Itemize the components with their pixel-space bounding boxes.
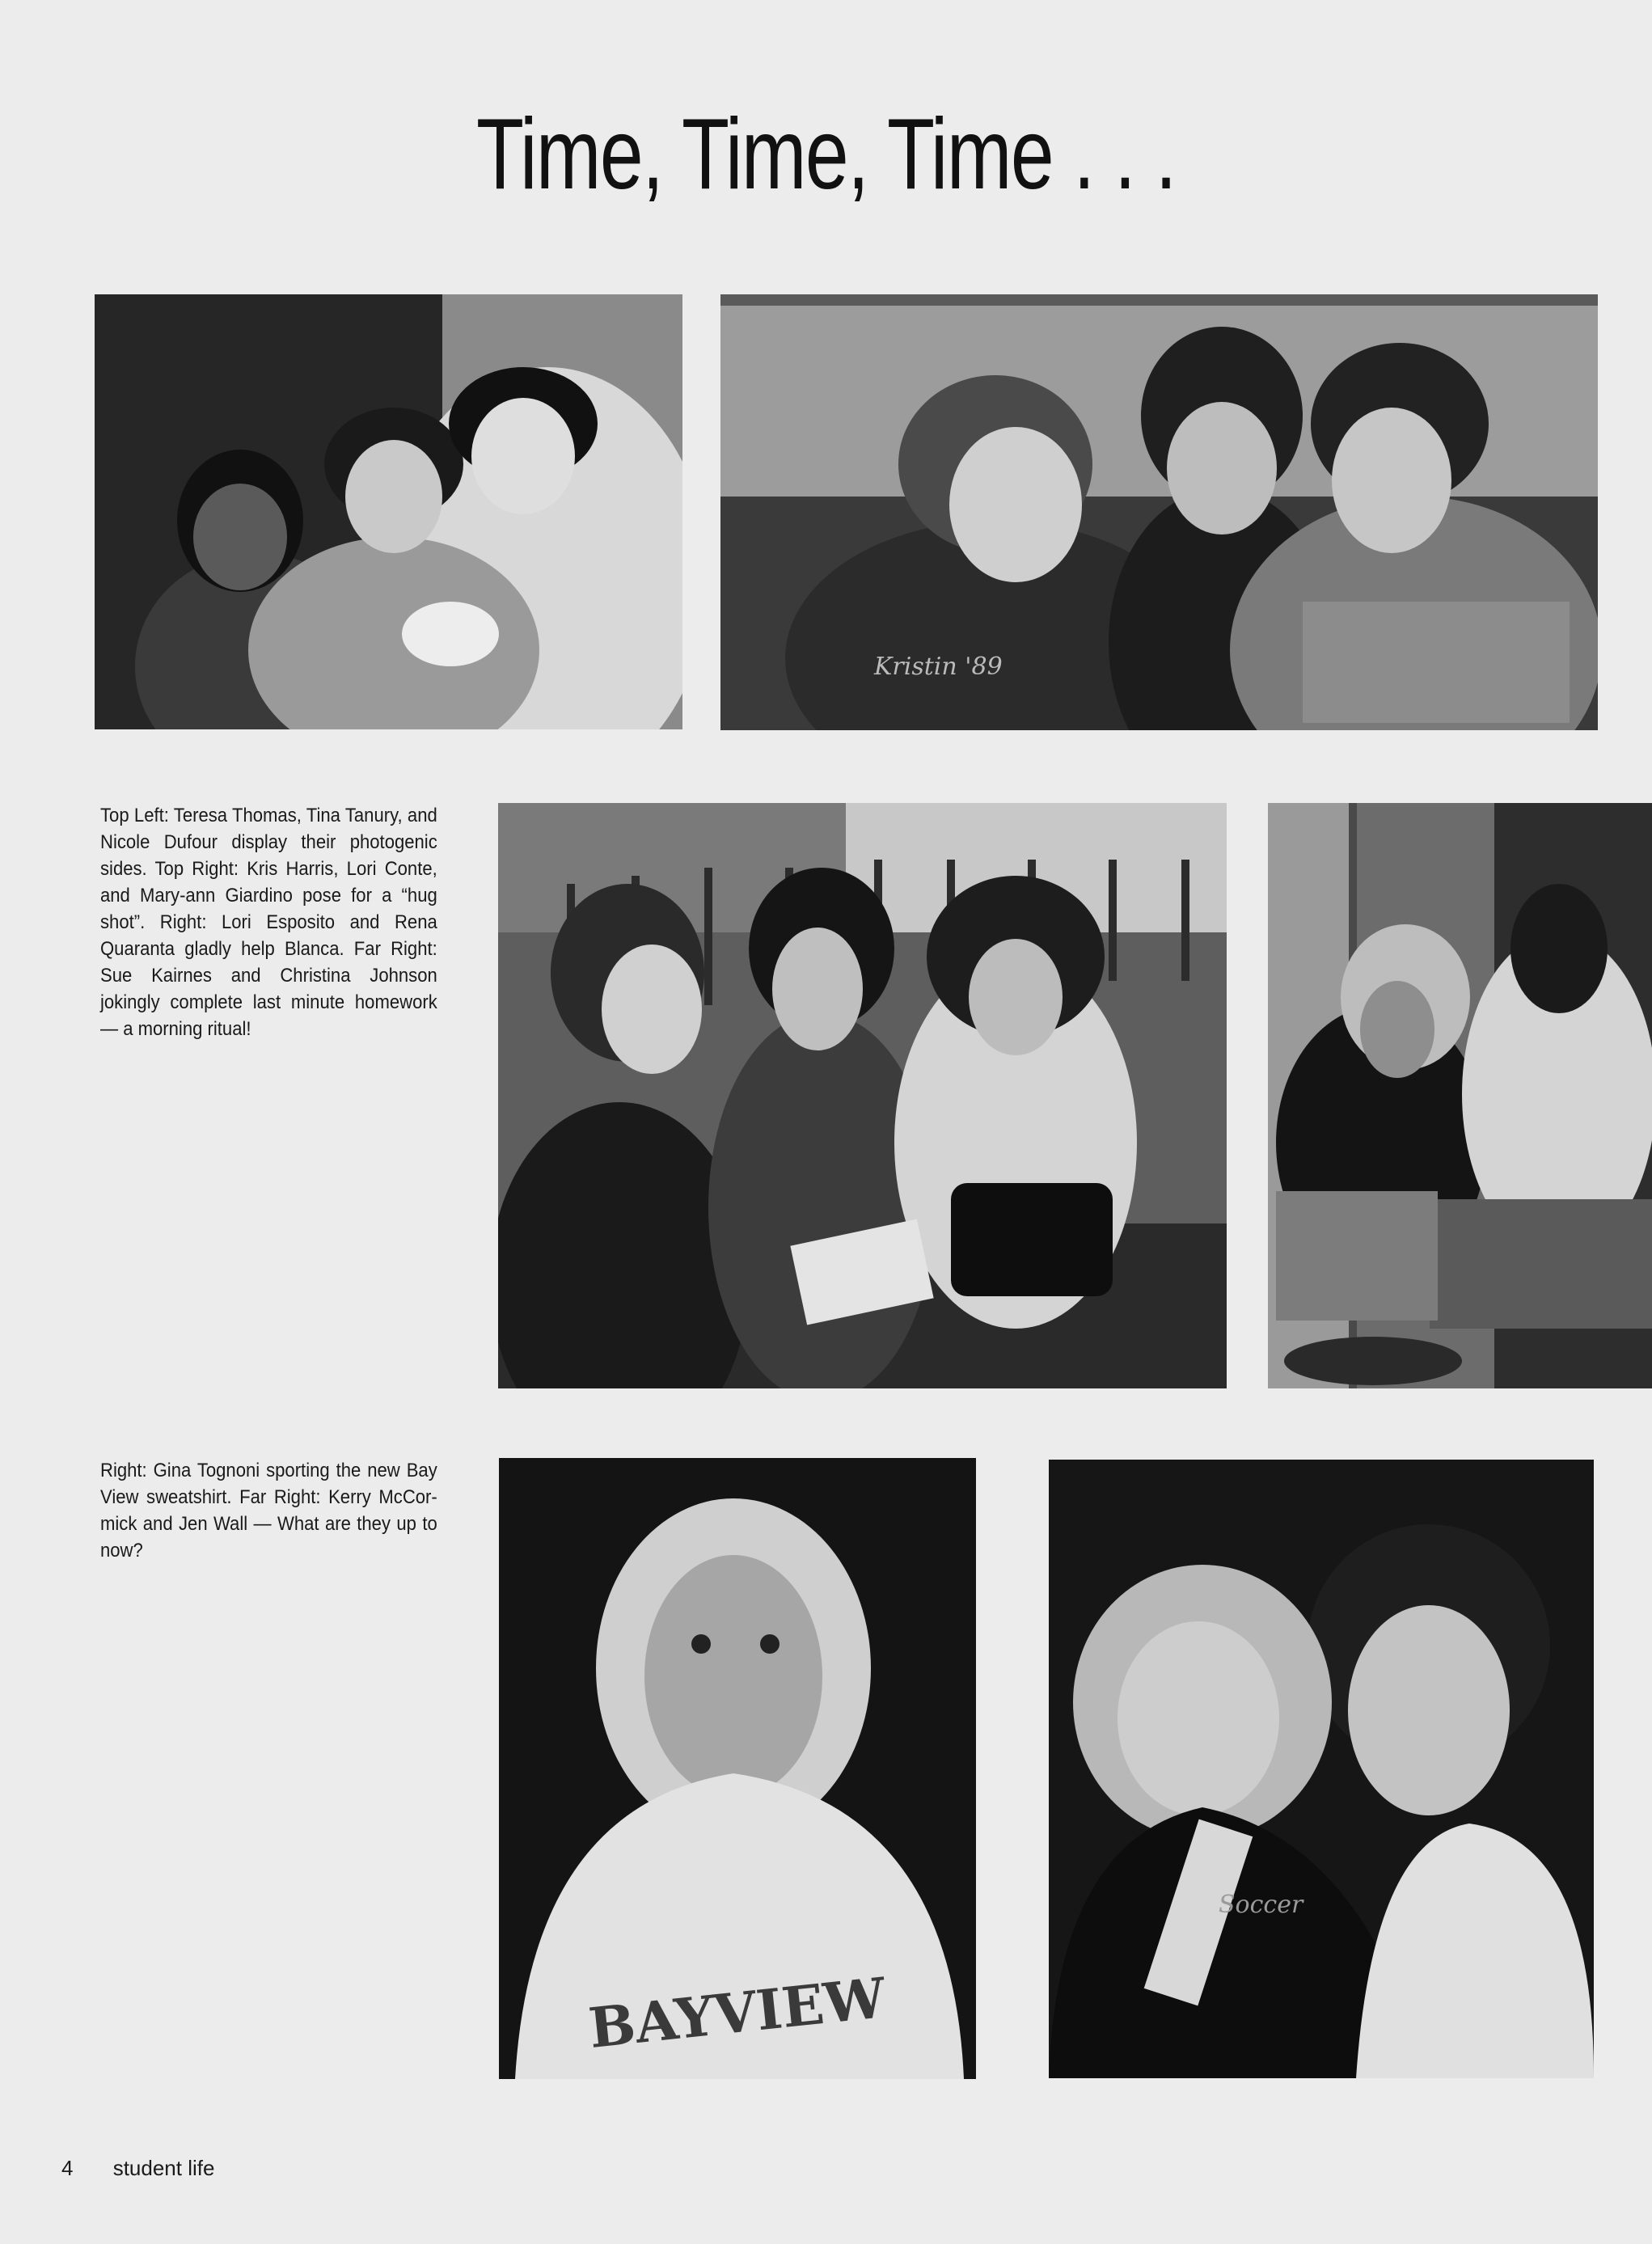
photo-top-left (95, 294, 682, 729)
photo-bottom-right (1049, 1460, 1594, 2078)
jacket-script: Kristin '89 (874, 653, 1003, 681)
sweatshirt-print: BAYVIEW (585, 1965, 889, 2062)
photo-middle (498, 803, 1227, 1388)
page-footer (61, 2156, 214, 2181)
page-number: 4 (61, 2156, 74, 2180)
page-title: Time, Time, Time . . . (476, 99, 1176, 210)
photo-bottom-left (499, 1458, 976, 2079)
section-label: student life (112, 2156, 215, 2180)
caption-middle: Top Left: Teresa Thomas, Tina Tanury, and Nicole Dufour display their photogenic sides. Top Right: Kris Harris, Lori Conte, and Mary-ann Giardino pose for a “hug shot”. Right: Lori Esposito and Rena Quaranta gladly help Blanca. Far Right: Sue Kairnes and Christina Johnson jokingly complete last minute homework — a morning ritual! (100, 805, 437, 1040)
photo-middle-far-right (1268, 803, 1652, 1388)
caption-bottom: Right: Gina Tognoni sporting the new Bay View sweatshirt. Far Right: Kerry McCor-mick and Jen Wall — What are they up to now? (100, 1460, 437, 1562)
jacket-embroidery: Soccer (1219, 1891, 1303, 1919)
photo-top-right (720, 294, 1598, 730)
